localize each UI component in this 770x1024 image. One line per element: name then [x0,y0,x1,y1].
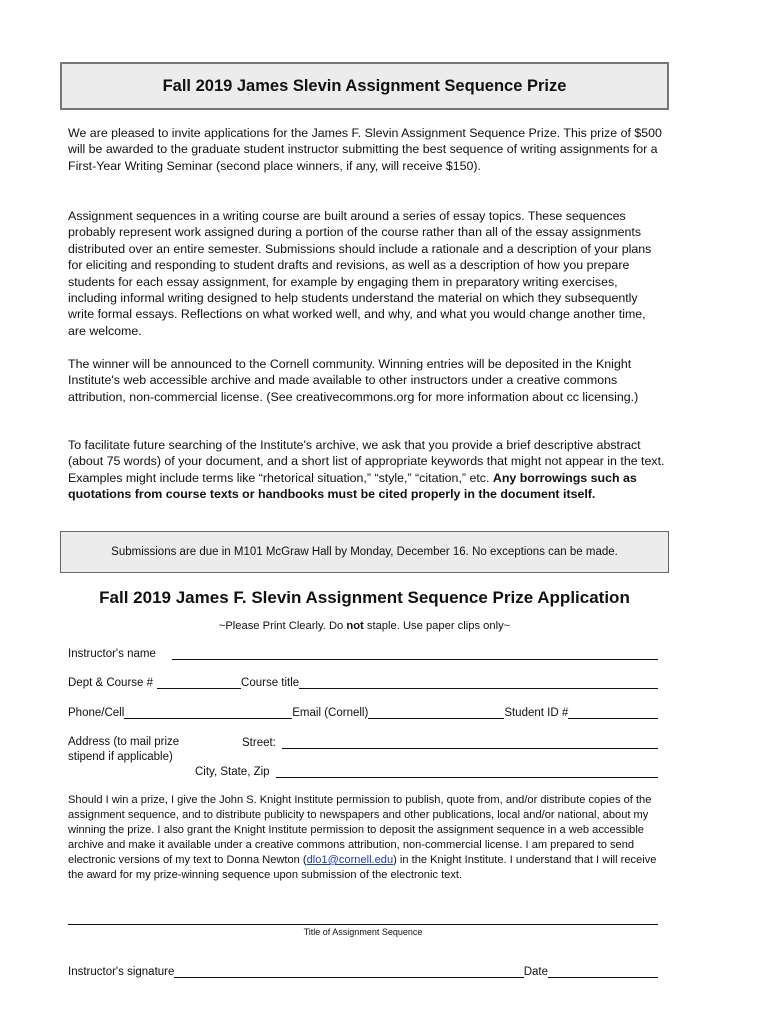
street-label: Street: [242,737,276,749]
deadline-text: Submissions are due in M101 McGraw Hall by Monday, December 16. No exceptions can be made. [111,546,618,558]
deadline-box [60,531,669,573]
date-label: Date [523,966,548,978]
student-id-field[interactable] [568,705,658,719]
intro-paragraph-4 [68,437,666,503]
email-field[interactable] [368,705,504,719]
phone-cell-label: Phone/Cell [68,707,125,719]
signature-field[interactable] [174,964,523,978]
course-title-label: Course title [241,677,300,689]
course-title-field[interactable] [299,675,658,689]
phone-cell-field[interactable] [124,705,292,719]
instructor-name-row [68,644,658,660]
print-note-start: ~Please Print Clearly. Do [218,620,347,632]
date-field[interactable] [548,964,658,978]
application-title: Fall 2019 James F. Slevin Assignment Sequence Prize Application [99,588,630,607]
signature-row [68,962,658,978]
student-id-label: Student ID # [504,707,569,719]
city-state-zip-row [195,762,658,778]
intro-paragraph-1: We are pleased to invite applications for the James F. Slevin Assignment Sequence Prize. This prize of $500 will be awarded to the graduate student instructor submitting the best sequence of writing assignments for a First-Year Writing Seminar (second place winners, if any, will receive $150). [68,126,662,173]
signature-label: Instructor's signature [68,966,175,978]
address-label [68,735,179,765]
email-label: Email (Cornell) [292,707,369,719]
instructor-name-field[interactable] [172,646,658,660]
abstract-instructions: To facilitate future searching of the Institute's archive, we ask that you provide a brief descriptive abstract (about 75 words) of your document, and a short list of appropriate keywords that might not appear in the text. Examples might include terms like “rhetorical situation,” “style,” “citation,” etc. [68,438,665,485]
prize-title-box [60,62,669,110]
instructor-name-label: Instructor's name [68,648,156,660]
print-note-end: staple. Use paper clips only~ [363,620,511,632]
print-note-emphasis: not [346,620,364,632]
permission-statement [68,793,660,883]
street-row [242,733,658,749]
street-field[interactable] [282,735,658,749]
sequence-title-field[interactable] [68,924,658,925]
citation-warning: Any borrowings such as quotations from course texts or handbooks must be cited properly in the document itself. [68,470,637,502]
permission-text-start: Should I win a prize, I give the John S. Knight Institute permission to publish, quote from, and/or distribute copies of the assignment sequence, and to distribute publicity to newspapers and other publications, local and/or national, about my winning the prize. I also grant the Knight Institute permission to deposit the assignment sequence in a web accessible archive and make it available under a creative commons attribution, non-commercial license. I am prepared to send electronic versions of my text to Donna Newton ( [68,794,652,866]
contact-row [68,703,658,719]
email-link[interactable]: dlo1@cornell.edu [306,854,394,866]
intro-paragraph-3: The winner will be announced to the Cornell community. Winning entries will be deposited in the Knight Institute's web accessible archive and made available to other instructors under a creative commons attribution, non-commercial license. (See creativecommons.org for more information about cc licensing.) [68,357,639,404]
dept-course-row [68,673,658,689]
page-title: Fall 2019 James Slevin Assignment Sequence Prize [162,76,567,95]
city-state-zip-field[interactable] [276,764,658,778]
permission-text-end: ) in the Knight Institute. I understand that I will receive the award for my prize-winning sequence upon submission of the electronic text. [68,854,657,881]
sequence-title-label: Title of Assignment Sequence [303,927,423,937]
print-instructions [60,620,669,632]
address-label-line-1: Address (to mail prize [68,736,180,748]
city-state-zip-label: City, State, Zip [195,766,270,778]
dept-course-field[interactable] [157,675,241,689]
address-label-line-2: stipend if applicable) [68,751,173,763]
dept-course-label: Dept & Course # [68,677,154,689]
intro-paragraph-2: Assignment sequences in a writing course are built around a series of essay topics. These sequences probably represent work assigned during a portion of the course rather than all of the essay assignments distributed over an entire semester. Submissions should include a rationale and a description of your plans for eliciting and responding to student drafts and revisions, as well as a description of how you prepare students for each essay assignment, for example by engaging them in preparatory writing exercises, including informal writing designed to help students understand the material on which they subsequently write formal essays. Reflections on what worked well, and why, and what you would change another time, are welcome. [68,209,652,338]
